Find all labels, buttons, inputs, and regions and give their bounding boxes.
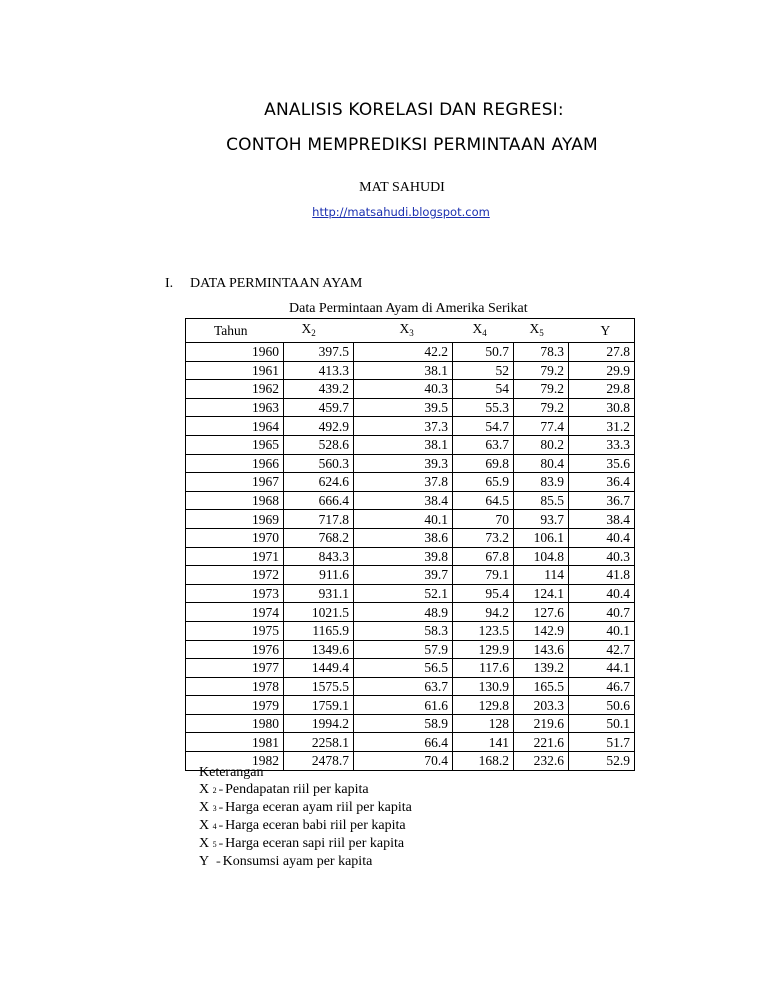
table-cell: 129.9	[453, 640, 514, 659]
table-cell: 40.4	[569, 584, 635, 603]
table-cell: 141	[453, 733, 514, 752]
table-row	[186, 677, 635, 696]
table-cell: 219.6	[514, 714, 569, 733]
table-cell: 40.3	[569, 547, 635, 566]
table-cell: 560.3	[284, 454, 354, 473]
table-cell: 55.3	[453, 398, 514, 417]
author-name: MAT SAHUDI	[359, 180, 445, 195]
table-cell: 79.2	[514, 361, 569, 380]
table-cell: 39.5	[354, 398, 453, 417]
column-header: Tahun	[186, 319, 284, 343]
table-cell: 70	[453, 510, 514, 529]
table-row	[186, 491, 635, 510]
table-cell: 56.5	[354, 659, 453, 678]
data-table	[185, 318, 635, 771]
table-cell: 1981	[186, 733, 284, 752]
table-cell: 1964	[186, 417, 284, 436]
table-cell: 1994.2	[284, 714, 354, 733]
table-cell: 1349.6	[284, 640, 354, 659]
table-cell: 129.8	[453, 696, 514, 715]
table-cell: 31.2	[569, 417, 635, 436]
table-cell: 165.5	[514, 677, 569, 696]
table-cell: 94.2	[453, 603, 514, 622]
table-cell: 93.7	[514, 510, 569, 529]
table-row	[186, 435, 635, 454]
table-row	[186, 473, 635, 492]
legend-item: X 3 = Harga eceran ayam riil per kapita	[199, 800, 412, 815]
table-caption: Data Permintaan Ayam di Amerika Serikat	[289, 301, 528, 316]
table-cell: 931.1	[284, 584, 354, 603]
table-cell: 843.3	[284, 547, 354, 566]
table-cell: 36.7	[569, 491, 635, 510]
table-cell: 66.4	[354, 733, 453, 752]
table-cell: 52	[453, 361, 514, 380]
table-row	[186, 733, 635, 752]
column-header: $X_4$	[453, 319, 514, 343]
table-cell: 41.8	[569, 566, 635, 585]
table-cell: 1975	[186, 621, 284, 640]
table-cell: 50.6	[569, 696, 635, 715]
table-cell: 29.9	[569, 361, 635, 380]
table-cell: 492.9	[284, 417, 354, 436]
table-cell: 61.6	[354, 696, 453, 715]
table-cell: 67.8	[453, 547, 514, 566]
table-cell: 128	[453, 714, 514, 733]
table-cell: 117.6	[453, 659, 514, 678]
table-cell: 42.2	[354, 343, 453, 362]
table-cell: 124.1	[514, 584, 569, 603]
blog-link[interactable]: http://matsahudi.blogspot.com	[312, 205, 490, 219]
table-cell: 1965	[186, 435, 284, 454]
table-row	[186, 417, 635, 436]
table-cell: 1970	[186, 528, 284, 547]
table-cell: 78.3	[514, 343, 569, 362]
table-cell: 80.4	[514, 454, 569, 473]
section-title: DATA PERMINTAAN AYAM	[190, 276, 363, 291]
table-cell: 40.3	[354, 380, 453, 399]
table-cell: 143.6	[514, 640, 569, 659]
table-row	[186, 454, 635, 473]
table-cell: 40.7	[569, 603, 635, 622]
table-cell: 1961	[186, 361, 284, 380]
table-cell: 79.2	[514, 398, 569, 417]
table-cell: 48.9	[354, 603, 453, 622]
document-title: ANALISIS KORELASI DAN REGRESI:	[264, 100, 564, 120]
table-cell: 27.8	[569, 343, 635, 362]
table-cell: 1982	[186, 752, 284, 771]
table-cell: 37.8	[354, 473, 453, 492]
table-cell: 1759.1	[284, 696, 354, 715]
table-cell: 1960	[186, 343, 284, 362]
table-cell: 1978	[186, 677, 284, 696]
table-row	[186, 714, 635, 733]
table-cell: 203.3	[514, 696, 569, 715]
table-cell: 52.1	[354, 584, 453, 603]
table-cell: 1976	[186, 640, 284, 659]
table-cell: 39.7	[354, 566, 453, 585]
table-cell: 29.8	[569, 380, 635, 399]
table-row	[186, 621, 635, 640]
table-cell: 54	[453, 380, 514, 399]
table-cell: 1974	[186, 603, 284, 622]
table-cell: 1967	[186, 473, 284, 492]
table-cell: 1979	[186, 696, 284, 715]
table-cell: 38.4	[569, 510, 635, 529]
table-cell: 77.4	[514, 417, 569, 436]
table-row	[186, 343, 635, 362]
table-cell: 64.5	[453, 491, 514, 510]
table-cell: 1963	[186, 398, 284, 417]
table-cell: 397.5	[284, 343, 354, 362]
table-cell: 1962	[186, 380, 284, 399]
table-cell: 85.5	[514, 491, 569, 510]
table-row	[186, 398, 635, 417]
table-row	[186, 566, 635, 585]
table-cell: 30.8	[569, 398, 635, 417]
table-cell: 42.7	[569, 640, 635, 659]
legend-item: X 2 = Pendapatan riil per kapita	[199, 782, 369, 797]
table-cell: 413.3	[284, 361, 354, 380]
table-cell: 232.6	[514, 752, 569, 771]
table-cell: 123.5	[453, 621, 514, 640]
column-header: $X_2$	[284, 319, 354, 343]
table-cell: 1977	[186, 659, 284, 678]
table-cell: 439.2	[284, 380, 354, 399]
table-cell: 83.9	[514, 473, 569, 492]
table-cell: 104.8	[514, 547, 569, 566]
table-cell: 106.1	[514, 528, 569, 547]
table-cell: 1966	[186, 454, 284, 473]
table-cell: 40.1	[569, 621, 635, 640]
table-cell: 1972	[186, 566, 284, 585]
table-row	[186, 510, 635, 529]
table-row	[186, 659, 635, 678]
legend-item: X 5 = Harga eceran sapi riil per kapita	[199, 836, 405, 851]
table-cell: 139.2	[514, 659, 569, 678]
table-cell: 1973	[186, 584, 284, 603]
table-cell: 50.1	[569, 714, 635, 733]
table-cell: 1969	[186, 510, 284, 529]
table-cell: 63.7	[354, 677, 453, 696]
table-cell: 69.8	[453, 454, 514, 473]
legend-item: X 4 = Harga eceran babi riil per kapita	[199, 818, 406, 833]
column-header: Y	[569, 319, 635, 343]
table-cell: 2258.1	[284, 733, 354, 752]
table-cell: 39.8	[354, 547, 453, 566]
table-cell: 73.2	[453, 528, 514, 547]
table-row	[186, 640, 635, 659]
table-cell: 39.3	[354, 454, 453, 473]
table-cell: 1021.5	[284, 603, 354, 622]
table-cell: 221.6	[514, 733, 569, 752]
legend-notes	[199, 764, 412, 871]
table-row	[186, 361, 635, 380]
table-row	[186, 380, 635, 399]
table-cell: 63.7	[453, 435, 514, 454]
table-cell: 80.2	[514, 435, 569, 454]
table-row	[186, 696, 635, 715]
table-cell: 79.2	[514, 380, 569, 399]
table-cell: 717.8	[284, 510, 354, 529]
table-cell: 52.9	[569, 752, 635, 771]
table-cell: 51.7	[569, 733, 635, 752]
column-header: $X_3$	[354, 319, 453, 343]
table-cell: 1165.9	[284, 621, 354, 640]
table-cell: 38.6	[354, 528, 453, 547]
table-cell: 44.1	[569, 659, 635, 678]
table-cell: 38.4	[354, 491, 453, 510]
table-cell: 130.9	[453, 677, 514, 696]
table-cell: 114	[514, 566, 569, 585]
table-cell: 1971	[186, 547, 284, 566]
table-cell: 57.9	[354, 640, 453, 659]
table-cell: 142.9	[514, 621, 569, 640]
table-cell: 70.4	[354, 752, 453, 771]
table-cell: 40.4	[569, 528, 635, 547]
table-cell: 624.6	[284, 473, 354, 492]
table-cell: 35.6	[569, 454, 635, 473]
table-cell: 58.3	[354, 621, 453, 640]
table-cell: 40.1	[354, 510, 453, 529]
notes-heading: Keterangan	[199, 765, 264, 780]
table-cell: 65.9	[453, 473, 514, 492]
table-cell: 33.3	[569, 435, 635, 454]
table-cell: 1980	[186, 714, 284, 733]
table-cell: 2478.7	[284, 752, 354, 771]
table-cell: 1968	[186, 491, 284, 510]
table-cell: 666.4	[284, 491, 354, 510]
table-cell: 79.1	[453, 566, 514, 585]
table-cell: 54.7	[453, 417, 514, 436]
table-cell: 459.7	[284, 398, 354, 417]
table-cell: 1449.4	[284, 659, 354, 678]
table-cell: 38.1	[354, 435, 453, 454]
table-row	[186, 584, 635, 603]
table-cell: 768.2	[284, 528, 354, 547]
column-header: $X_5$	[514, 319, 569, 343]
table-cell: 528.6	[284, 435, 354, 454]
table-row	[186, 528, 635, 547]
table-cell: 38.1	[354, 361, 453, 380]
table-cell: 168.2	[453, 752, 514, 771]
table-row	[186, 603, 635, 622]
table-cell: 36.4	[569, 473, 635, 492]
section-number: I.	[165, 276, 174, 291]
table-cell: 37.3	[354, 417, 453, 436]
table-cell: 1575.5	[284, 677, 354, 696]
table-cell: 127.6	[514, 603, 569, 622]
table-cell: 50.7	[453, 343, 514, 362]
document-subtitle: CONTOH MEMPREDIKSI PERMINTAAN AYAM	[226, 135, 598, 155]
table-cell: 46.7	[569, 677, 635, 696]
table-cell: 95.4	[453, 584, 514, 603]
table-row	[186, 547, 635, 566]
legend-item: Y = Konsumsi ayam per kapita	[199, 854, 373, 869]
table-cell: 58.9	[354, 714, 453, 733]
table-header-row	[186, 319, 635, 343]
table-cell: 911.6	[284, 566, 354, 585]
